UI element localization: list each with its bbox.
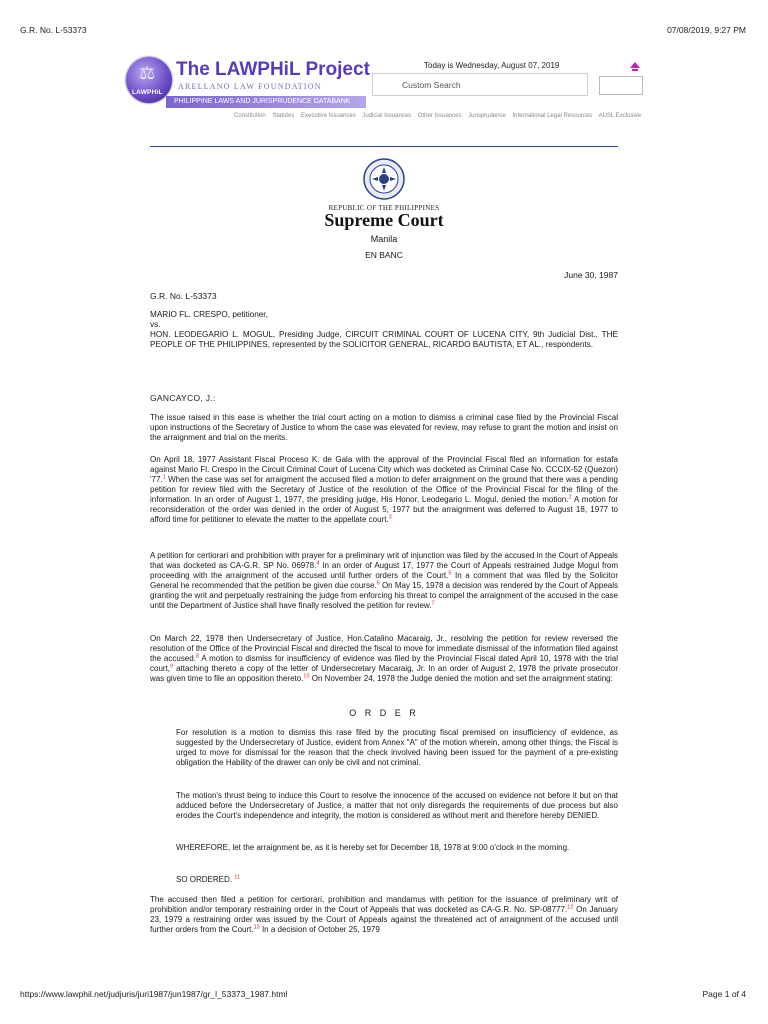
footnote-link-6[interactable]: 6 <box>376 580 380 587</box>
nav-constitution[interactable]: Constitution <box>234 113 266 119</box>
scales-of-justice-icon: ⚖ LAWPHiL <box>126 57 172 103</box>
header-divider <box>150 146 618 147</box>
order-paragraph-4: SO ORDERED. $^{11}$ <box>176 874 240 884</box>
paragraph-4: On March 22, 1978 then Undersecretary of Justice, Hon.Catalino Macaraig, Jr., resolving the petition for review reversed the resolution of the Office of the Provincial Fiscal and directed the fiscal to move for immediate dismissal of the information filed against the accused.$^8$ A motion to dismiss for insufficiency of evidence was filed by the Provincial Fiscal dated April 10, 1978 with the trial court,$^9$ attaching thereto a copy of the letter of Undersecretary Macaraig, Jr. In an order of August 2, 1978 the private prosecutor was given time to file an opposition thereto.$^{10}$ On November 24, 1978 the Judge denied the motion and set the arraignment stating: <box>150 634 618 683</box>
footnote-link-5[interactable]: 5 <box>448 570 452 577</box>
footnote-link-7[interactable]: 7 <box>431 600 435 607</box>
court-name: Supreme Court <box>324 210 444 230</box>
order-paragraph-2: The motion's thrust being to induce this Court to resolve the innocence of the accused on evidence not before it but on that adduced before the Undersecretary of Justice, a matter that not only disregards the requirements of due process but also erodes the Court's independence and integrity, the motion is considered as without merit and therefore hereby DENIED. <box>176 791 618 820</box>
nav-statutes[interactable]: Statutes <box>272 113 295 119</box>
footnote-link-9[interactable]: 9 <box>170 663 174 670</box>
footnote-link-8[interactable]: 8 <box>195 653 200 660</box>
paragraph-1: The issue raised in this ease is whether the trial court acting on a motion to dismiss a criminal case filed by the Provincial Fiscal upon instructions of the Secretary of Justice to whom the case was elevated for review, may refuse to grant the motion and insist on the arraignment and trial on the merits. <box>150 413 618 442</box>
footnote-link-4[interactable]: 4 <box>316 560 320 567</box>
lawphil-logo[interactable] <box>126 57 370 113</box>
order-paragraph-3: WHEREFORE, let the arraignment be, as it is hereby set for December 18, 1978 at 9:00 o'clock in the morning. <box>176 843 570 852</box>
republic-label: REPUBLIC OF THE PHILIPPINES <box>328 204 440 212</box>
print-footer-page: Page 1 of 4 <box>702 989 746 999</box>
print-footer-url: https://www.lawphil.net/judjuris/juri1987/jun1987/gr_l_53373_1987.html <box>20 989 288 999</box>
footnote-link-12[interactable]: 12 <box>567 904 574 911</box>
nav-jurisprudence[interactable]: Jurisprudence <box>468 113 506 119</box>
footnote-link-1[interactable]: 1 <box>162 474 166 481</box>
footnote-link-3[interactable]: 3 <box>388 514 392 521</box>
up-arrow-icon[interactable] <box>629 61 641 73</box>
logo-subtitle: ARELLANO LAW FOUNDATION <box>178 82 322 91</box>
print-header-title: G.R. No. L-53373 <box>20 25 87 35</box>
nav-executive-issuances[interactable]: Executive Issuances <box>301 113 356 119</box>
search-button[interactable] <box>599 76 643 95</box>
ponente: GANCAYCO, J.: <box>150 393 216 403</box>
today-date: Today is Wednesday, August 07, 2019 <box>424 61 560 70</box>
nav-judicial-issuances[interactable]: Judicial Issuances <box>362 113 412 119</box>
logo-band: PHILIPPINE LAWS AND JURISPRUDENCE DATABANK <box>166 96 366 108</box>
versus: vs. <box>150 320 161 329</box>
supreme-court-seal-icon <box>363 158 405 200</box>
petitioner: MARIO FL. CRESPO, petitioner, <box>150 310 268 319</box>
court-city: Manila <box>370 234 398 244</box>
decision-date: June 30, 1987 <box>564 270 618 280</box>
print-header-datetime: 07/08/2019, 9:27 PM <box>667 25 746 35</box>
paragraph-3: A petition for certiorari and prohibition with prayer for a preliminary writ of injunction was filed by the accused in the Court of Appeals that was docketed as CA-G.R. SP No. 06978.$^4$ In an order of August 17, 1977 the Court of Appeals restrained Judge Mogul from proceeding with the arraignment of the accused until further orders of the Court.$^5$ In a comment that was filed by the Solicitor General he recommended that the petition be given due course.$^6$ On May 15, 1978 a decision was rendered by the Court of Appeals granting the writ and perpetually restraining the judge from enforcing his threat to compel the arraignment of the accused in the case until the Department of Justice shall have finally resolved the petition for review.$^7$ <box>150 551 619 610</box>
site-nav <box>234 113 646 119</box>
paragraph-2: On April 18, 1977 Assistant Fiscal Proceso K. de Gala with the approval of the Provincial Fiscal filed an information for estafa against Mario Fl. Crespo in the Circuit Criminal Court of Lucena City which was docketed as Criminal Case No. CCCIX-52 (Quezon) '77.$^1$ When the case was set for arraigment the accused filed a motion to defer arraignment on the ground that there was a pending petition for review filed with the Secretary of Justice of the resolution of the Office of the Provincial Fiscal for the filing of the information. In an order of August 1, 1977, the presiding judge, His Honor, Leodegario L. Mogul, denied the motion.$^2$ A motion for reconsideration of the order was denied in the order of August 5, 1977 but the arraignment was deferred to August 18, 1977 to afford time for petitioner to elevate the matter to the appellate court.$^3$ <box>150 455 619 524</box>
nav-ausl-exclusive[interactable]: AUSL Exclusive <box>598 113 642 119</box>
footnote-link-2[interactable]: 2 <box>568 494 572 501</box>
order-paragraph-1: For resolution is a motion to dismiss this rase filed by the procuting fiscal premised on insufficiency of evidence, as suggested by the Undersecretary of Justice, evident from Annex "A" of the motion wherein, among other things, the Fiscal is urged to move for dismissal for the reason that the check involved having been issued for the payment of a pre-existing obligation the Hability of the drawer can only be civil and not criminal. <box>176 728 618 767</box>
search-input[interactable]: Custom Search <box>372 73 588 96</box>
paragraph-5: The accused then filed a petition for certiorari, prohibition and mandamus with petition for the issuance of preliminary writ of prohibition and/or temporary restraining order in the Court of Appeals that was docketed as CA-G.R. No. SP-08777.12 On January 23, 1979 a restraining order was issued by the Court of Appeals against the threatened act of arraignment of the accused until further orders from the Court.$^{13}$ In a decision of October 25, 1979 <box>150 895 619 934</box>
order-heading: O R D E R <box>349 708 419 718</box>
nav-other-issuances[interactable]: Other Issuances <box>417 113 462 119</box>
nav-international-legal-resources[interactable]: International Legal Resources <box>512 113 593 119</box>
court-division: EN BANC <box>365 250 403 260</box>
footnote-link-11[interactable]: 11 <box>234 874 240 881</box>
gr-number: G.R. No. L-53373 <box>150 291 217 301</box>
respondents: HON. LEODEGARIO L. MOGUL, Presiding Judge, CIRCUIT CRIMINAL COURT OF LUCENA CITY, 9th Judicial Dist., THE PEOPLE OF THE PHILIPPINES, represented by the SOLICITOR GENERAL, RICARDO BAUTISTA, ET AL., respondents. <box>150 330 618 349</box>
footnote-link-13[interactable]: 13 <box>253 924 260 931</box>
logo-title: The LAWPHiL Project <box>176 59 370 80</box>
footnote-link-10[interactable]: 10 <box>303 673 310 680</box>
logo-emblem-text: LAWPHiL <box>132 89 163 96</box>
case-parties <box>150 310 618 350</box>
